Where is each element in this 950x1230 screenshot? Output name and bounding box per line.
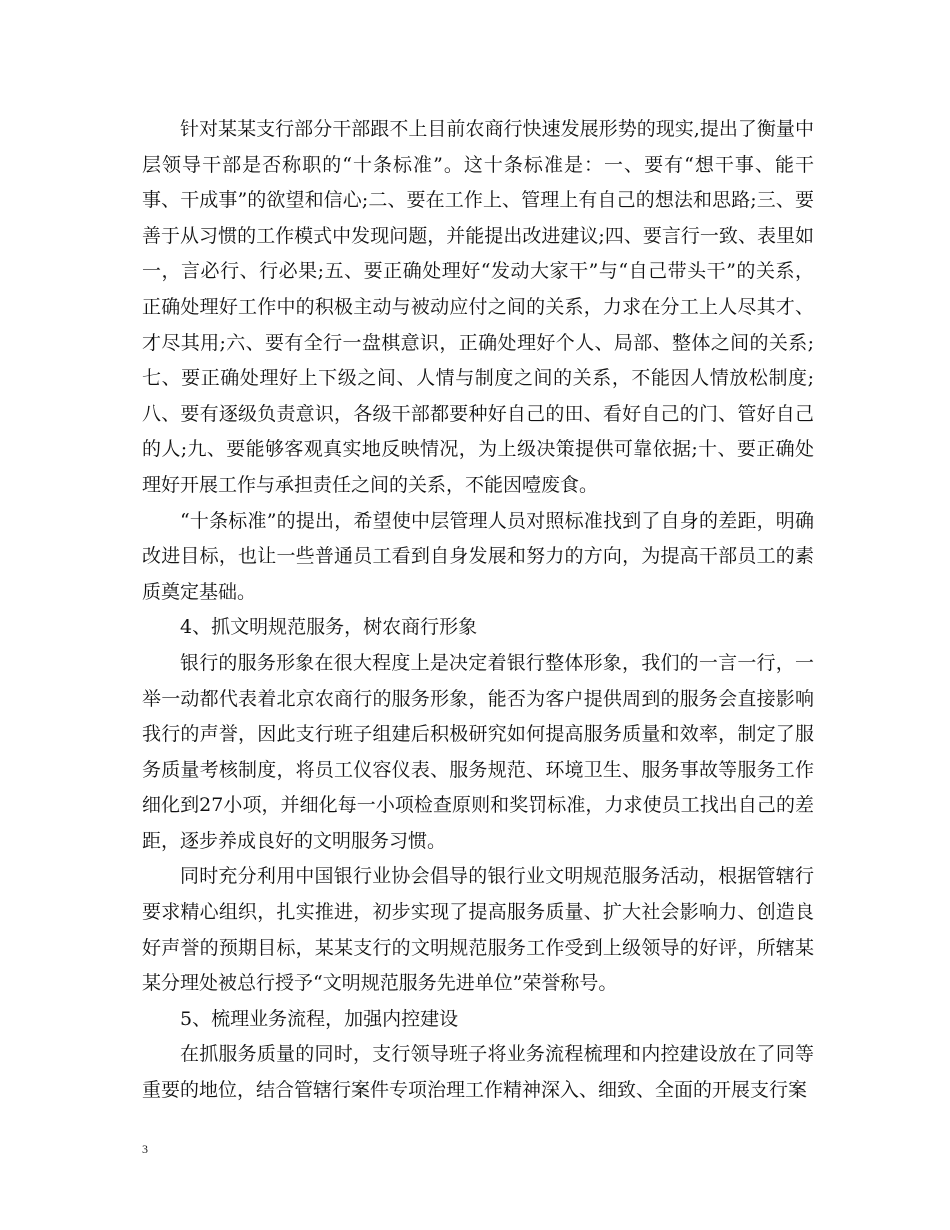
document-body [142, 112, 814, 1109]
paragraph-service-image: 银行的服务形象在很大程度上是决定着银行整体形象，我们的一言一行，一举一动都代表着北京农商行的服务形象，能否为客户提供周到的服务会直接影响我行的声誉，因此支行班子组建后积极研究如何提高服务质量和效率，制定了服务质量考核制度，将员工仪容仪表、服务规范、环境卫生、服务事故等服务工作细化到27小项，并细化每一小项检查原则和奖罚标准，力求使员工找出自己的差距，逐步养成良好的文明服务习惯。 [142, 651, 814, 852]
section-heading-civilized-service: 4、抓文明规范服务，树农商行形象 [180, 616, 478, 639]
paragraph-standards-purpose: “十条标准”的提出，希望使中层管理人员对照标准找到了自身的差距，明确改进目标，也让一些普通员工看到自身发展和努力的方向，为提高干部员工的素质奠定基础。 [142, 509, 814, 603]
paragraph-internal-control: 在抓服务质量的同时，支行领导班子将业务流程梳理和内控建设放在了同等重要的地位，结合管辖行案件专项治理工作精神深入、细致、全面的开展支行案 [142, 1043, 814, 1102]
section-heading-business-process: 5、梳理业务流程，加强内控建设 [180, 1007, 459, 1030]
paragraph-ten-standards: 针对某某支行部分干部跟不上目前农商行快速发展形势的现实,提出了衡量中层领导干部是否称职的“十条标准”。这十条标准是：一、要有“想干事、能干事、干成事”的欲望和信心;二、要在工作上、管理上有自己的想法和思路;三、要善于从习惯的工作模式中发现问题，并能提出改进建议;四、要言行一致、表里如一，言必行、行必果;五、要正确处理好“发动大家干”与“自己带头干”的关系，正确处理好工作中的积极主动与被动应付之间的关系，力求在分工上人尽其才、才尽其用;六、要有全行一盘棋意识，正确处理好个人、局部、整体之间的关系;七、要正确处理好上下级之间、人情与制度之间的关系，不能因人情放松制度;八、要有逐级负责意识，各级干部都要种好自己的田、看好自己的门、管好自己的人;九、要能够客观真实地反映情况，为上级决策提供可靠依据;十、要正确处理好开展工作与承担责任之间的关系，不能因噎废食。 [142, 118, 814, 496]
page-number: 3 [142, 1142, 148, 1156]
paragraph-service-activity: 同时充分利用中国银行业协会倡导的银行业文明规范服务活动，根据管辖行要求精心组织，扎实推进，初步实现了提高服务质量、扩大社会影响力、创造良好声誉的预期目标，某某支行的文明规范服务工作受到上级领导的好评，所辖某某分理处被总行授予“文明规范服务先进单位”荣誉称号。 [142, 865, 814, 995]
